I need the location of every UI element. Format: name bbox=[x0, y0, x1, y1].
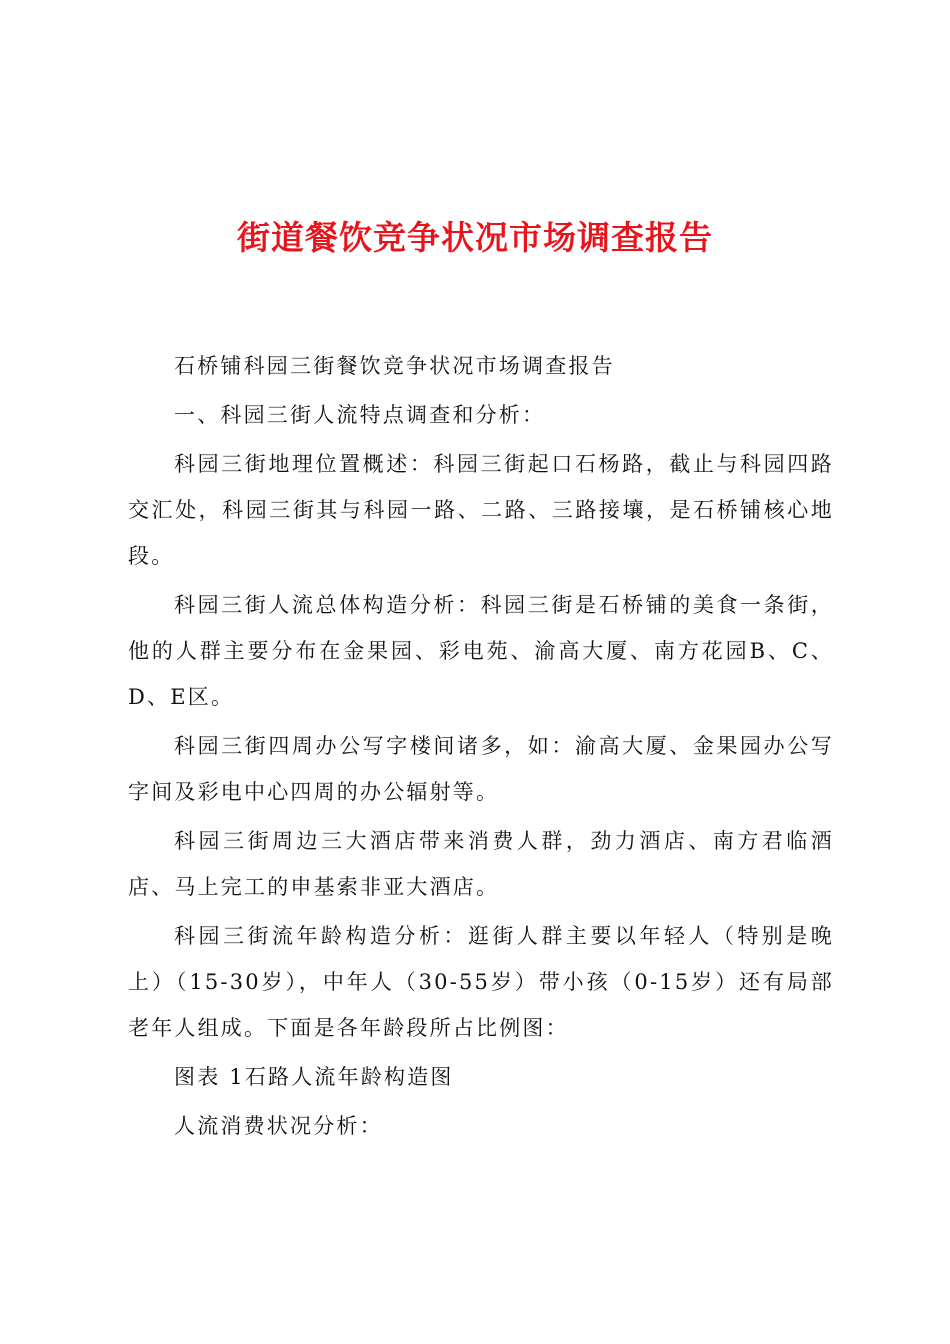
document-body bbox=[128, 343, 834, 1152]
paragraph-location-overview: 科园三街地理位置概述：科园三街起口石杨路，截止与科园四路交汇处，科园三街其与科园一路、二路、三路接壤，是石桥铺核心地段。 bbox=[128, 452, 834, 568]
paragraph-report-heading: 石桥铺科园三街餐饮竞争状况市场调查报告 bbox=[174, 354, 615, 378]
paragraph-section-one-heading: 一、科园三街人流特点调查和分析： bbox=[174, 403, 546, 427]
paragraph-age-structure: 科园三街流年龄构造分析：逛街人群主要以年轻人（特别是晚上）（15-30岁），中年人（30-55岁）带小孩（0-15岁）还有局部老年人组成。下面是各年龄段所占比例图： bbox=[128, 924, 834, 1040]
paragraph-consumption-heading: 人流消费状况分析： bbox=[174, 1114, 383, 1138]
paragraph-figure-caption: 图表 1石路人流年龄构造图 bbox=[174, 1065, 454, 1089]
document-title: 街道餐饮竞争状况市场调查报告 bbox=[237, 218, 713, 257]
paragraph-office-buildings: 科园三街四周办公写字楼间诸多，如：渝高大厦、金果园办公写字间及彩电中心四周的办公辐射等。 bbox=[128, 734, 834, 804]
paragraph-hotels: 科园三街周边三大酒店带来消费人群，劲力酒店、南方君临酒店、马上完工的申基索非亚大酒店。 bbox=[128, 829, 834, 899]
paragraph-crowd-structure: 科园三街人流总体构造分析：科园三街是石桥铺的美食一条街，他的人群主要分布在金果园、彩电苑、渝高大厦、南方花园B、C、D、E区。 bbox=[128, 593, 834, 709]
